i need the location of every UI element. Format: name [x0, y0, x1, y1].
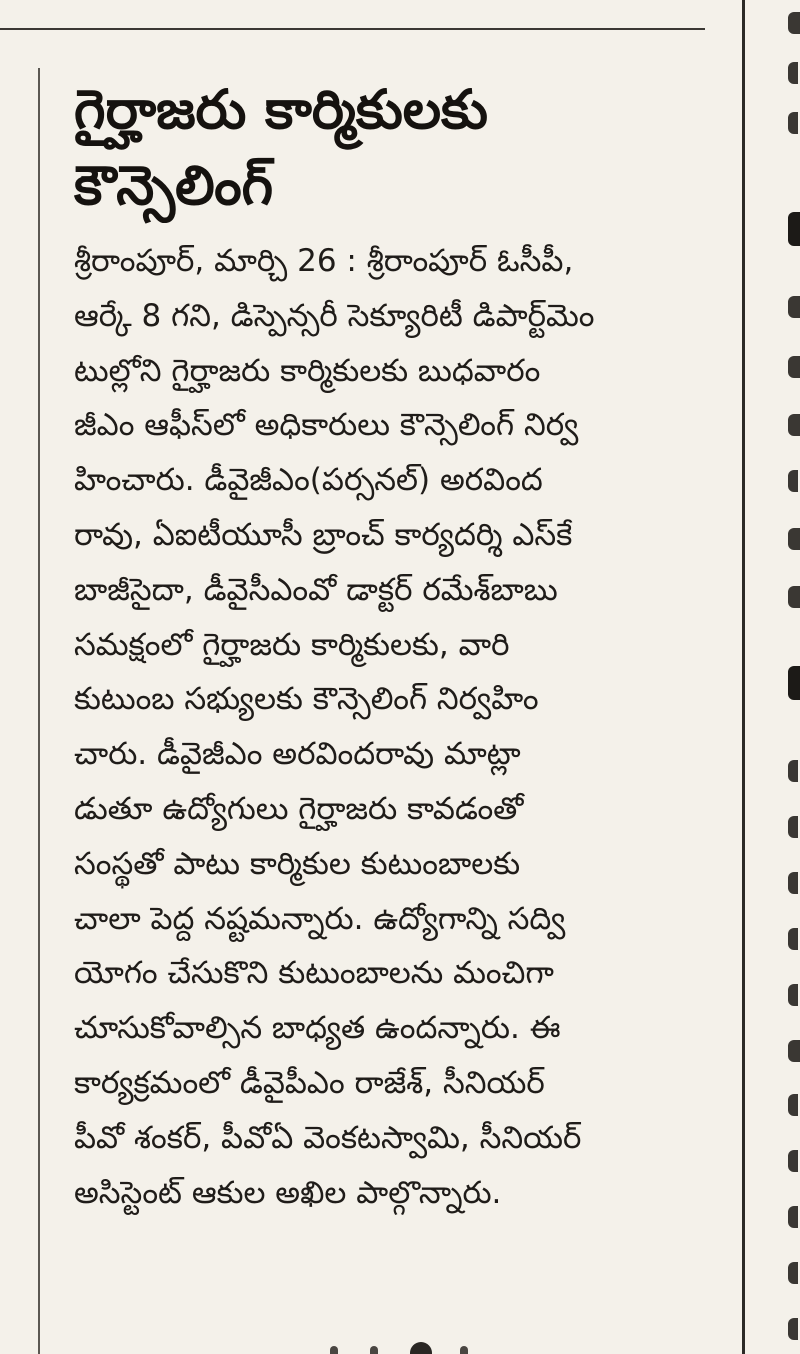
body-line: డుతూ ఉద్యోగులు గైర్హాజరు కావడంతో — [74, 790, 524, 827]
body-line: చారు. డీవైజీఎం అరవిందరావు మాట్లా — [74, 736, 521, 773]
cropped-glyph — [788, 12, 800, 34]
body-line: పీవో శంకర్, పీవోఏ వెంకటస్వామి, సీనియర్ — [74, 1119, 582, 1156]
cropped-glyph — [788, 212, 800, 246]
body-line: చూసుకోవాల్సిన బాధ్యత ఉందన్నారు. ఈ — [74, 1010, 561, 1047]
cropped-glyph — [788, 816, 798, 838]
top-rule — [0, 28, 705, 30]
cropped-glyph — [460, 1346, 468, 1354]
cropped-next-headline — [300, 1340, 520, 1354]
cropped-glyph — [788, 586, 800, 608]
cropped-glyph — [788, 356, 800, 378]
cropped-glyph — [788, 1150, 798, 1172]
cropped-glyph — [788, 62, 798, 84]
column-divider — [742, 0, 745, 1354]
body-line: యోగం చేసుకొని కుటుంబాలను మంచిగా — [74, 955, 554, 992]
cropped-glyph — [788, 296, 800, 318]
body-line: జీఎం ఆఫీస్‌లో అధికారులు కౌన్సెలింగ్ నిర్వ — [74, 407, 579, 444]
cropped-glyph — [788, 1094, 798, 1116]
cropped-glyph — [788, 414, 800, 436]
headline-line: గైర్హాజరు కార్మికులకు — [74, 78, 488, 141]
body-line: బాజీసైదా, డీవైసీఎంవో డాక్టర్ రమేశ్‌బాబు — [74, 571, 558, 608]
cropped-glyph — [788, 666, 800, 700]
cropped-glyph — [788, 470, 798, 492]
cropped-glyph — [330, 1346, 338, 1354]
cropped-glyph — [788, 1206, 798, 1228]
cropped-glyph — [788, 1040, 800, 1062]
body-line: ఆర్కే 8 గని, డిస్పెన్సరీ సెక్యూరిటీ డిపార్ట్‌మెం — [74, 297, 595, 334]
cropped-glyph — [410, 1342, 432, 1354]
headline-line: కౌన్సెలింగ్ — [74, 154, 274, 217]
article-headline — [74, 72, 724, 224]
body-line: హించారు. డీవైజీఎం(పర్సనల్) అరవింద — [74, 462, 543, 499]
cropped-glyph — [788, 112, 798, 134]
body-line: కార్యక్రమంలో డీవైపీఎం రాజేశ్, సీనియర్ — [74, 1064, 545, 1101]
body-line: సమక్షంలో గైర్హాజరు కార్మికులకు, వారి — [74, 626, 510, 663]
cropped-adjacent-column — [752, 0, 800, 1354]
body-line: చాలా పెద్ద నష్టమన్నారు. ఉద్యోగాన్ని సద్వి — [74, 900, 566, 937]
cropped-glyph — [788, 1318, 798, 1340]
cropped-glyph — [788, 528, 800, 550]
article-body — [74, 234, 724, 1220]
cropped-glyph — [788, 872, 798, 894]
body-line: కుటుంబ సభ్యులకు కౌన్సెలింగ్ నిర్వహిం — [74, 681, 539, 718]
cropped-glyph — [788, 1262, 798, 1284]
cropped-glyph — [788, 760, 798, 782]
body-line: టుల్లోని గైర్హాజరు కార్మికులకు బుధవారం — [74, 352, 541, 389]
body-line: శ్రీరాంపూర్, మార్చి 26 : శ్రీరాంపూర్ ఓసీపీ, — [74, 243, 574, 279]
news-article — [74, 72, 724, 1220]
cropped-glyph — [370, 1346, 378, 1354]
cropped-glyph — [788, 928, 798, 950]
body-line: రావు, ఏఐటీయూసీ బ్రాంచ్ కార్యదర్శి ఎస్‌కే — [74, 516, 573, 553]
cropped-glyph — [788, 984, 798, 1006]
body-line: అసిస్టెంట్ ఆకుల అఖిల పాల్గొన్నారు. — [74, 1174, 502, 1211]
left-column-rule — [38, 68, 40, 1354]
body-line: సంస్థతో పాటు కార్మికుల కుటుంబాలకు — [74, 845, 521, 882]
